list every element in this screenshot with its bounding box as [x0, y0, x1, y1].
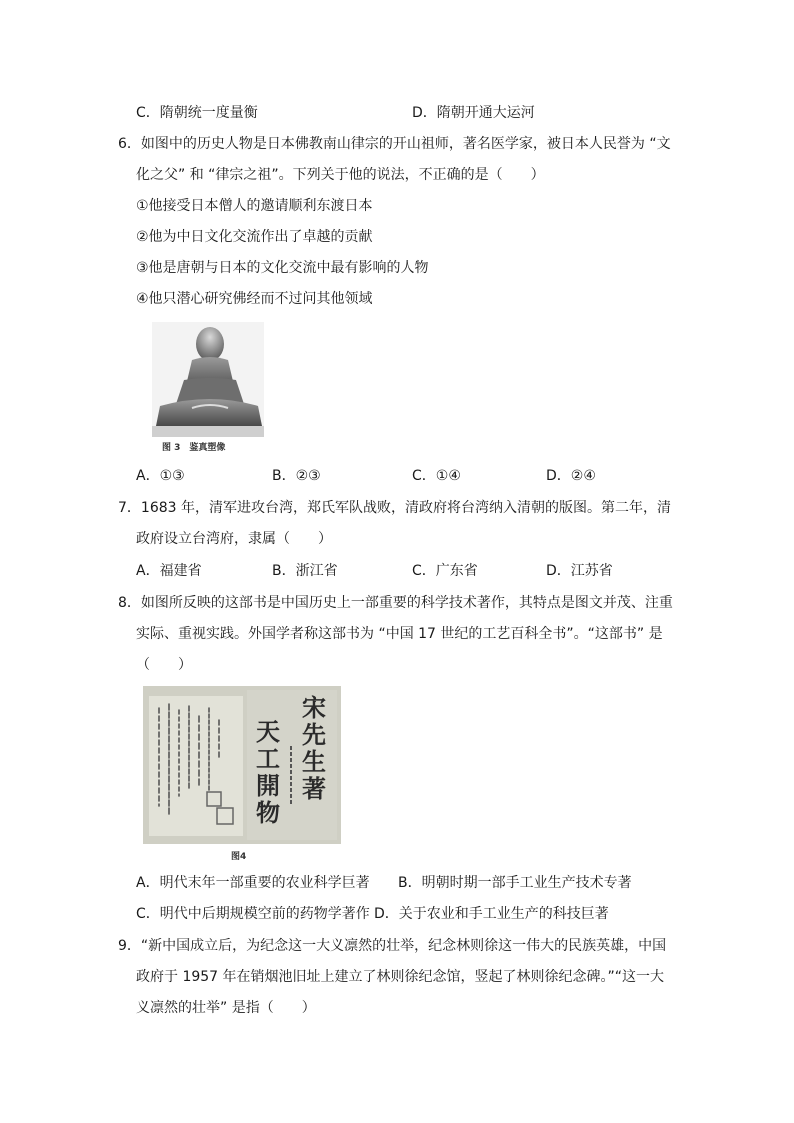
jianzhen-statue-figure: [152, 322, 264, 460]
q7-stem-line1: 7．1683 年，清军进攻台湾，郑氏军队战败，清政府将台湾纳入清朝的版图。第二年，清: [118, 500, 671, 516]
q6-statement-4: ④他只潜心研究佛经而不过问其他领域: [136, 291, 373, 307]
q6-statement-3: ③他是唐朝与日本的文化交流中最有影响的人物: [136, 260, 429, 276]
q6-option-c: C．①④: [412, 468, 461, 484]
q7-option-d: D．江苏省: [546, 563, 613, 579]
q5-option-d: D．隋朝开通大运河: [412, 105, 535, 121]
q8-option-c: C．明代中后期规模空前的药物学著作: [136, 906, 370, 922]
q6-option-b: B．②③: [272, 468, 321, 484]
q7-option-a: A．福建省: [136, 563, 202, 579]
q8-stem-line3: （ ）: [136, 657, 192, 673]
q8-stem-line1: 8．如图所反映的这部书是中国历史上一部重要的科学技术著作，其特点是图文并茂、注重: [118, 595, 673, 611]
seated-monk-statue-image: [152, 322, 264, 437]
q6-stem-line2: 化之父” 和 “律宗之祖”。下列关于他的说法，不正确的是（ ）: [136, 167, 545, 183]
q6-statement-2: ②他为中日文化交流作出了卓越的贡献: [136, 229, 373, 245]
q7-option-c: C．广东省: [412, 563, 478, 579]
book-left-page: [149, 696, 243, 836]
q9-stem-line3: 义凛然的壮举” 是指（ ）: [136, 1000, 316, 1016]
q9-stem-line1: 9．“新中国成立后，为纪念这一大义凛然的壮举，纪念林则徐这一伟大的民族英雄，中国: [118, 938, 667, 954]
q8-stem-line2: 实际、重视实践。外国学者称这部书为 “中国 17 世纪的工艺百科全书”。“这部书” 是: [136, 626, 663, 642]
q6-statement-1: ①他接受日本僧人的邀请顺利东渡日本: [136, 198, 373, 214]
figure-3-caption: 图 3 鉴真塑像: [162, 443, 226, 453]
q8-option-b: B．明朝时期一部手工业生产技术专著: [398, 875, 632, 891]
small-inscription-image: [285, 744, 297, 806]
tiangong-kaiwu-figure: [143, 686, 341, 866]
q9-stem-line2: 政府于 1957 年在销烟池旧址上建立了林则徐纪念馆，竖起了林则徐纪念碑。”“这一大: [136, 969, 665, 985]
q7-stem-line2: 政府设立台湾府，隶属（ ）: [136, 531, 332, 547]
book-title-page: [247, 690, 337, 840]
q6-option-d: D．②④: [546, 468, 596, 484]
q8-option-a: A．明代末年一部重要的农业科学巨著: [136, 875, 370, 891]
q7-option-b: B．浙江省: [272, 563, 338, 579]
q6-stem-line1: 6．如图中的历史人物是日本佛教南山律宗的开山祖师，著名医学家，被日本人民誉为 “文: [118, 136, 671, 152]
book-title-text: 天 工 開 物: [256, 717, 280, 827]
book-author-text: 宋 先 生 著: [302, 693, 326, 803]
q5-option-c: C．隋朝统一度量衡: [136, 105, 258, 121]
figure-4-caption: 图4: [231, 852, 247, 862]
q6-option-a: A．①③: [136, 468, 185, 484]
handwritten-preface-image: [149, 696, 243, 836]
q8-option-d: D．关于农业和手工业生产的科技巨著: [374, 906, 609, 922]
